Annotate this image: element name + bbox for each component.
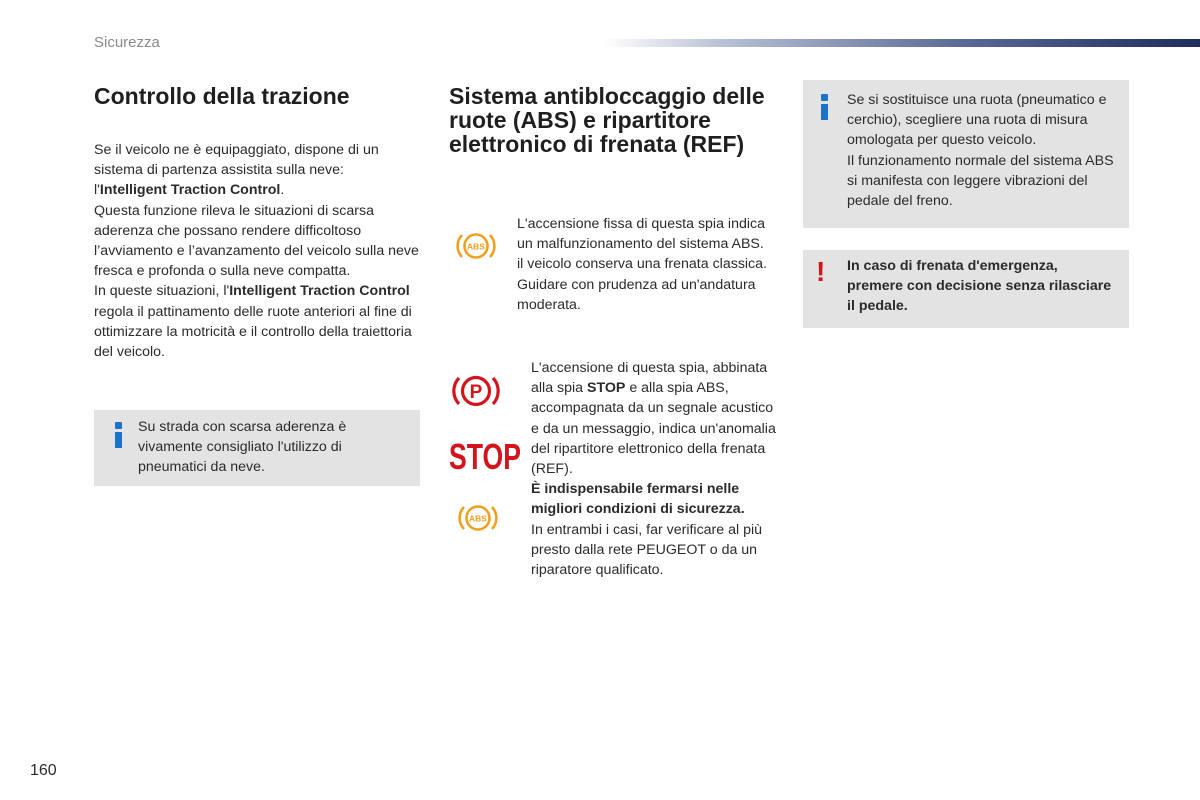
- abs-ref-title: Sistema antibloccaggio delle ruote (ABS) e ripartitore elettronico di frenata (REF): [449, 83, 765, 157]
- snow-tyres-info-box: [94, 410, 420, 486]
- abs-description: [517, 214, 767, 315]
- brake-warning-icon: [451, 370, 501, 412]
- traction-control-text: [94, 140, 419, 362]
- warning-exclamation-icon: !: [816, 256, 826, 287]
- abs-warning-icon: [455, 228, 497, 264]
- wheel-info-para-1: Se si sostituisce una ruota (pneumatico e cerchio), scegliere una ruota di misura omologata per questo veicolo.: [847, 92, 1107, 149]
- svg-text:ABS: ABS: [467, 241, 485, 252]
- ref-para-1: L'accensione di questa spia, abbinata alla spia STOP e alla spia ABS, accompagnata da un segnale acustico e da un messaggio, indica un'anomalia del ripartitore elettronico della frenata (REF).: [531, 360, 776, 478]
- wheel-info-para-2: Il funzionamento normale del sistema ABS si manifesta con leggere vibrazioni del pedale del freno.: [847, 152, 1114, 210]
- abs-para-1: L'accensione fissa di questa spia indica un malfunzionamento del sistema ABS.: [517, 216, 765, 253]
- traction-para-3: In queste situazioni, l'Intelligent Traction Control regola il pattinamento delle ruote anteriori al fine di ottimizzare la motricità e il controllo della traiettoria del veicolo.: [94, 283, 412, 361]
- page-number: 160: [30, 762, 57, 779]
- section-label: Sicurezza: [94, 34, 160, 51]
- traction-para-2: Questa funzione rileva le situazioni di scarsa aderenza che possano rendere difficoltoso l’avviamento e l’avanzamento del veicolo sulla neve fresca e profonda o sulla neve compatta.: [94, 202, 419, 280]
- abs-para-2: il veicolo conserva una frenata classica. Guidare con prudenza ad un'andatura moderata.: [517, 256, 767, 313]
- traction-para-1: Se il veicolo ne è equipaggiato, dispone di un sistema di partenza assistita sulla neve: l'Intelligent Traction Control.: [94, 142, 379, 199]
- header-gradient-bar: [604, 39, 1200, 47]
- svg-text:ABS: ABS: [469, 513, 487, 524]
- wheel-replacement-info-box: [803, 80, 1129, 228]
- wheel-info-text: [847, 90, 1125, 211]
- ref-para-bold: È indispensabile fermarsi nelle migliori condizioni di sicurezza.: [531, 481, 745, 518]
- snow-tyres-info-text: Su strada con scarsa aderenza è vivamente consigliato l'utilizzo di pneumatici da neve.: [138, 419, 347, 476]
- emergency-braking-warning-box: [803, 250, 1129, 328]
- ref-para-end: In entrambi i casi, far verificare al più presto dalla rete PEUGEOT o da un riparatore qualificato.: [531, 521, 763, 579]
- emergency-braking-warning-text: In caso di frenata d'emergenza, premere con decisione senza rilasciare il pedale.: [847, 258, 1112, 315]
- ref-description: [531, 358, 781, 580]
- abs-warning-icon-2: [457, 500, 499, 536]
- stop-warning-icon: [448, 436, 522, 474]
- svg-text:P: P: [469, 382, 483, 403]
- traction-control-title: Controllo della trazione: [94, 83, 350, 109]
- svg-text:STOP: STOP: [449, 436, 521, 474]
